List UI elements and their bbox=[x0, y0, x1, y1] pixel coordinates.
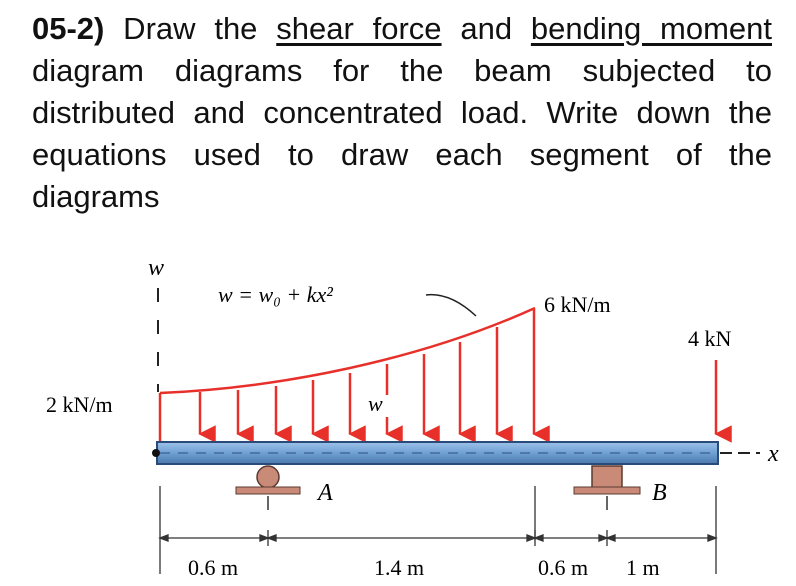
w-mid-label: w bbox=[368, 391, 383, 416]
x-axis-label: x bbox=[768, 441, 779, 467]
problem-text-3: diagram diagrams for the beam subjected to distributed and concentrated load. Write down the equations used to draw each segment of the diagrams bbox=[32, 53, 772, 214]
load-equation: w = w₀ + kx² bbox=[218, 282, 333, 307]
support-b-label: B bbox=[652, 480, 667, 506]
dim-0-6m-b: 0.6 m bbox=[538, 555, 589, 580]
problem-number: 05-2) bbox=[32, 11, 105, 46]
bending-moment-term: bending moment bbox=[530, 11, 772, 46]
point-load-label: 4 kN bbox=[688, 326, 732, 351]
dim-1-4m: 1.4 m bbox=[374, 555, 425, 580]
support-b-pin bbox=[574, 466, 640, 510]
distributed-load-curve bbox=[160, 308, 535, 393]
equation-leader-line bbox=[426, 295, 476, 316]
problem-text-2: and bbox=[441, 11, 531, 46]
dim-0-6m-a: 0.6 m bbox=[188, 555, 239, 580]
left-intensity-label: 2 kN/m bbox=[46, 392, 113, 417]
shear-force-term: shear force bbox=[276, 11, 442, 46]
problem-text-1: Draw the bbox=[104, 11, 277, 46]
w-axis-label: w bbox=[148, 255, 165, 281]
dim-1m: 1 m bbox=[626, 555, 660, 580]
support-a-label: A bbox=[318, 480, 333, 506]
origin-dot bbox=[152, 449, 160, 457]
right-intensity-label: 6 kN/m bbox=[544, 292, 611, 317]
support-a-pin bbox=[236, 466, 300, 510]
